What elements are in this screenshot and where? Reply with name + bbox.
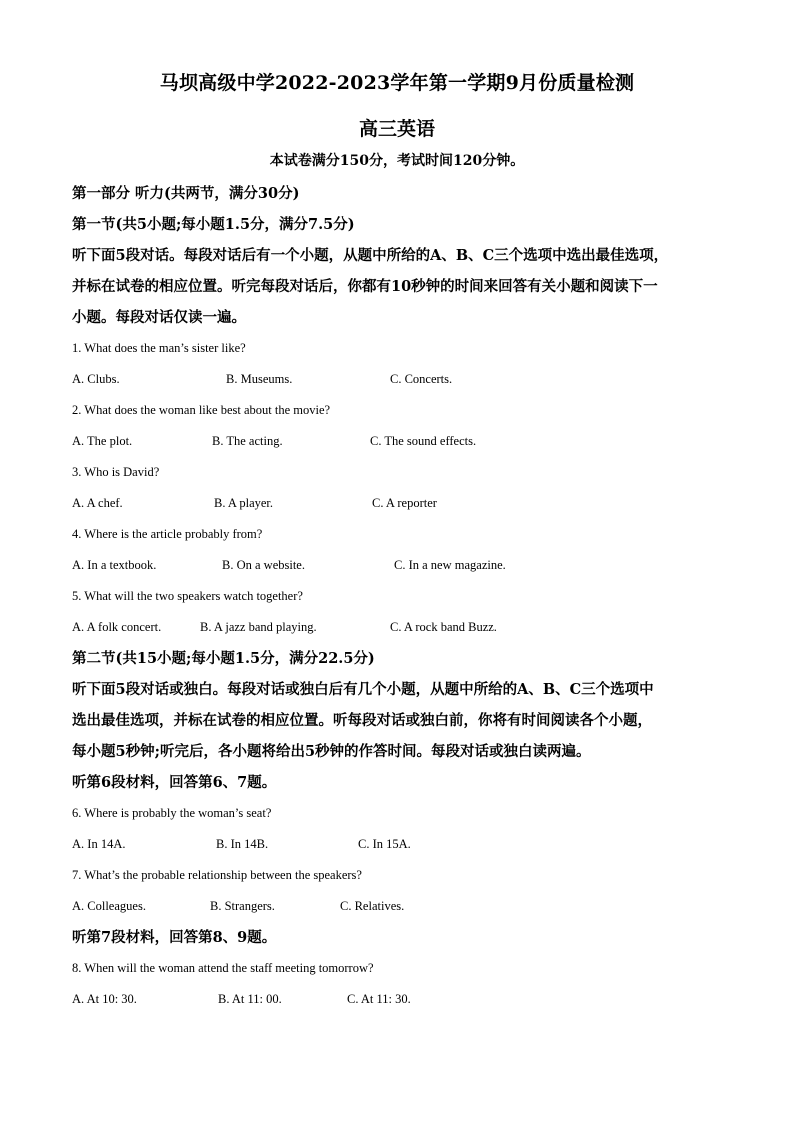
option-c: C. The sound effects. [370, 434, 477, 448]
option-b: B. In 14B. [216, 837, 269, 851]
question-1: 1. What does the man’s sister like? [72, 341, 246, 355]
options-8 [72, 984, 732, 1015]
section1-heading: 第一节(共5小题;每小题1.5分，满分7.5分) [72, 216, 355, 233]
options-5 [72, 612, 732, 643]
question-7: 7. What’s the probable relationship between the speakers? [72, 868, 362, 882]
option-a: A. At 10: 30. [72, 992, 137, 1006]
question-3: 3. Who is David? [72, 465, 160, 479]
exam-title: 马坝高级中学2022-2023学年第一学期9月份质量检测 [159, 72, 635, 94]
options-4 [72, 550, 732, 581]
section2-heading: 第二节(共15小题;每小题1.5分，满分22.5分) [72, 650, 375, 667]
material-7-heading: 听第7段材料，回答第8、9题。 [72, 929, 277, 946]
option-b: B. Strangers. [210, 899, 275, 913]
option-b: B. The acting. [212, 434, 283, 448]
option-a: A. In a textbook. [72, 558, 157, 572]
option-c: C. Concerts. [390, 372, 453, 386]
section2-instruction-line: 听下面5段对话或独白。每段对话或独白后有几个小题，从题中所给的A、B、C三个选项中 [72, 681, 654, 698]
option-b: B. A jazz band playing. [200, 620, 317, 634]
question-2: 2. What does the woman like best about the movie? [72, 403, 331, 417]
option-b: B. Museums. [226, 372, 293, 386]
exam-subject: 高三英语 [358, 118, 435, 140]
option-b: B. A player. [214, 496, 274, 510]
section1-instruction-line: 并标在试卷的相应位置。听完每段对话后，你都有10秒钟的时间来回答有关小题和阅读下一 [72, 278, 658, 295]
options-2 [72, 426, 732, 457]
option-b: B. At 11: 00. [218, 992, 282, 1006]
section2-instruction-line: 选出最佳选项，并标在试卷的相应位置。听每段对话或独白前，你将有时间阅读各个小题， [72, 712, 652, 729]
options-6 [72, 829, 732, 860]
option-a: A. In 14A. [72, 837, 126, 851]
section2-instruction-line: 每小题5秒钟;听完后，各小题将给出5秒钟的作答时间。每段对话或独白读两遍。 [72, 743, 591, 760]
option-c: C. At 11: 30. [347, 992, 411, 1006]
option-c: C. Relatives. [340, 899, 405, 913]
option-c: C. A reporter [372, 496, 437, 510]
question-5: 5. What will the two speakers watch together? [72, 589, 303, 603]
option-c: C. A rock band Buzz. [390, 620, 497, 634]
options-7 [72, 891, 732, 922]
options-1 [72, 364, 732, 395]
part1-heading: 第一部分 听力(共两节，满分30分) [72, 185, 300, 202]
question-8: 8. When will the woman attend the staff meeting tomorrow? [72, 961, 374, 975]
material-6-heading: 听第6段材料，回答第6、7题。 [72, 774, 277, 791]
section1-instruction-line: 小题。每段对话仅读一遍。 [72, 309, 246, 326]
section1-instruction-line: 听下面5段对话。每段对话后有一个小题，从题中所给的A、B、C三个选项中选出最佳选项， [72, 247, 669, 264]
question-6: 6. Where is probably the woman’s seat? [72, 806, 272, 820]
options-3 [72, 488, 732, 519]
option-c: C. In 15A. [358, 837, 411, 851]
option-a: A. A chef. [72, 496, 123, 510]
option-a: A. A folk concert. [72, 620, 162, 634]
option-a: A. The plot. [72, 434, 133, 448]
exam-content [72, 178, 732, 1015]
question-4: 4. Where is the article probably from? [72, 527, 263, 541]
exam-info: 本试卷满分150分，考试时间120分钟。 [269, 153, 525, 169]
option-a: A. Clubs. [72, 372, 120, 386]
option-c: C. In a new magazine. [394, 558, 506, 572]
option-b: B. On a website. [222, 558, 305, 572]
option-a: A. Colleagues. [72, 899, 146, 913]
